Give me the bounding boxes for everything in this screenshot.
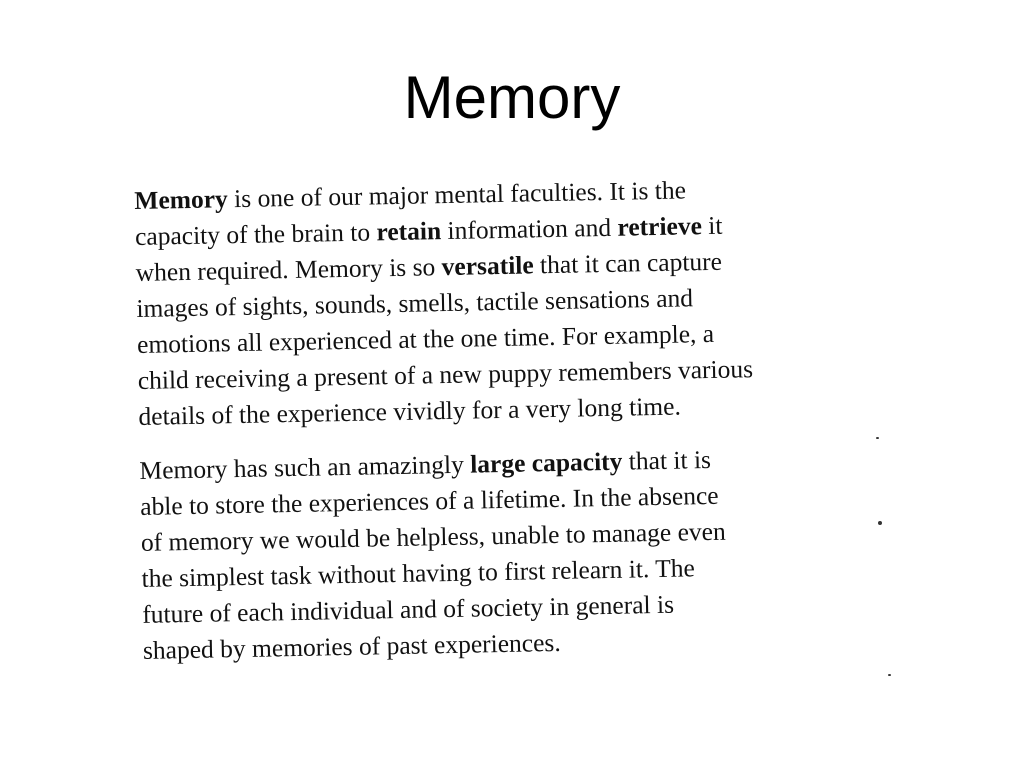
bold-term-memory: Memory	[134, 184, 229, 215]
text-run: when required. Memory is so	[135, 252, 442, 287]
scanned-text-passage	[134, 168, 933, 669]
scan-speck	[876, 437, 879, 439]
text-run: child receiving a present of a new puppy remembers various	[137, 354, 754, 395]
text-run: the simplest task without having to first relearn it. The	[141, 553, 696, 593]
text-run: details of the experience vividly for a very long time.	[138, 391, 682, 431]
text-run: that it is	[622, 444, 712, 476]
slide-title: Memory	[403, 64, 621, 131]
scan-speck	[878, 521, 882, 525]
bold-term-large-capacity: large capacity	[469, 446, 623, 479]
bold-term-retrieve: retrieve	[617, 211, 703, 242]
text-run: able to store the experiences of a lifetime. In the absence	[139, 480, 719, 521]
paragraph-1	[134, 168, 929, 435]
text-run: it	[701, 210, 723, 241]
paragraph-2	[139, 438, 933, 669]
text-run: emotions all experienced at the one time. For example, a	[136, 318, 715, 359]
text-run: that it can capture	[533, 246, 723, 280]
bold-term-retain: retain	[376, 216, 442, 247]
text-run: information and	[440, 212, 618, 246]
text-run: capacity of the brain to	[134, 217, 377, 251]
text-run: images of sights, sounds, smells, tactile sensations and	[136, 283, 694, 323]
text-run: is one of our major mental faculties. It is the	[227, 175, 687, 214]
text-run: future of each individual and of society in general is	[142, 589, 675, 629]
scan-speck	[888, 674, 891, 676]
text-run: Memory has such an amazingly	[139, 449, 471, 485]
text-run: of memory we would be helpless, unable to manage even	[140, 516, 726, 557]
text-run: shaped by memories of past experiences.	[142, 627, 561, 665]
bold-term-versatile: versatile	[441, 250, 534, 282]
